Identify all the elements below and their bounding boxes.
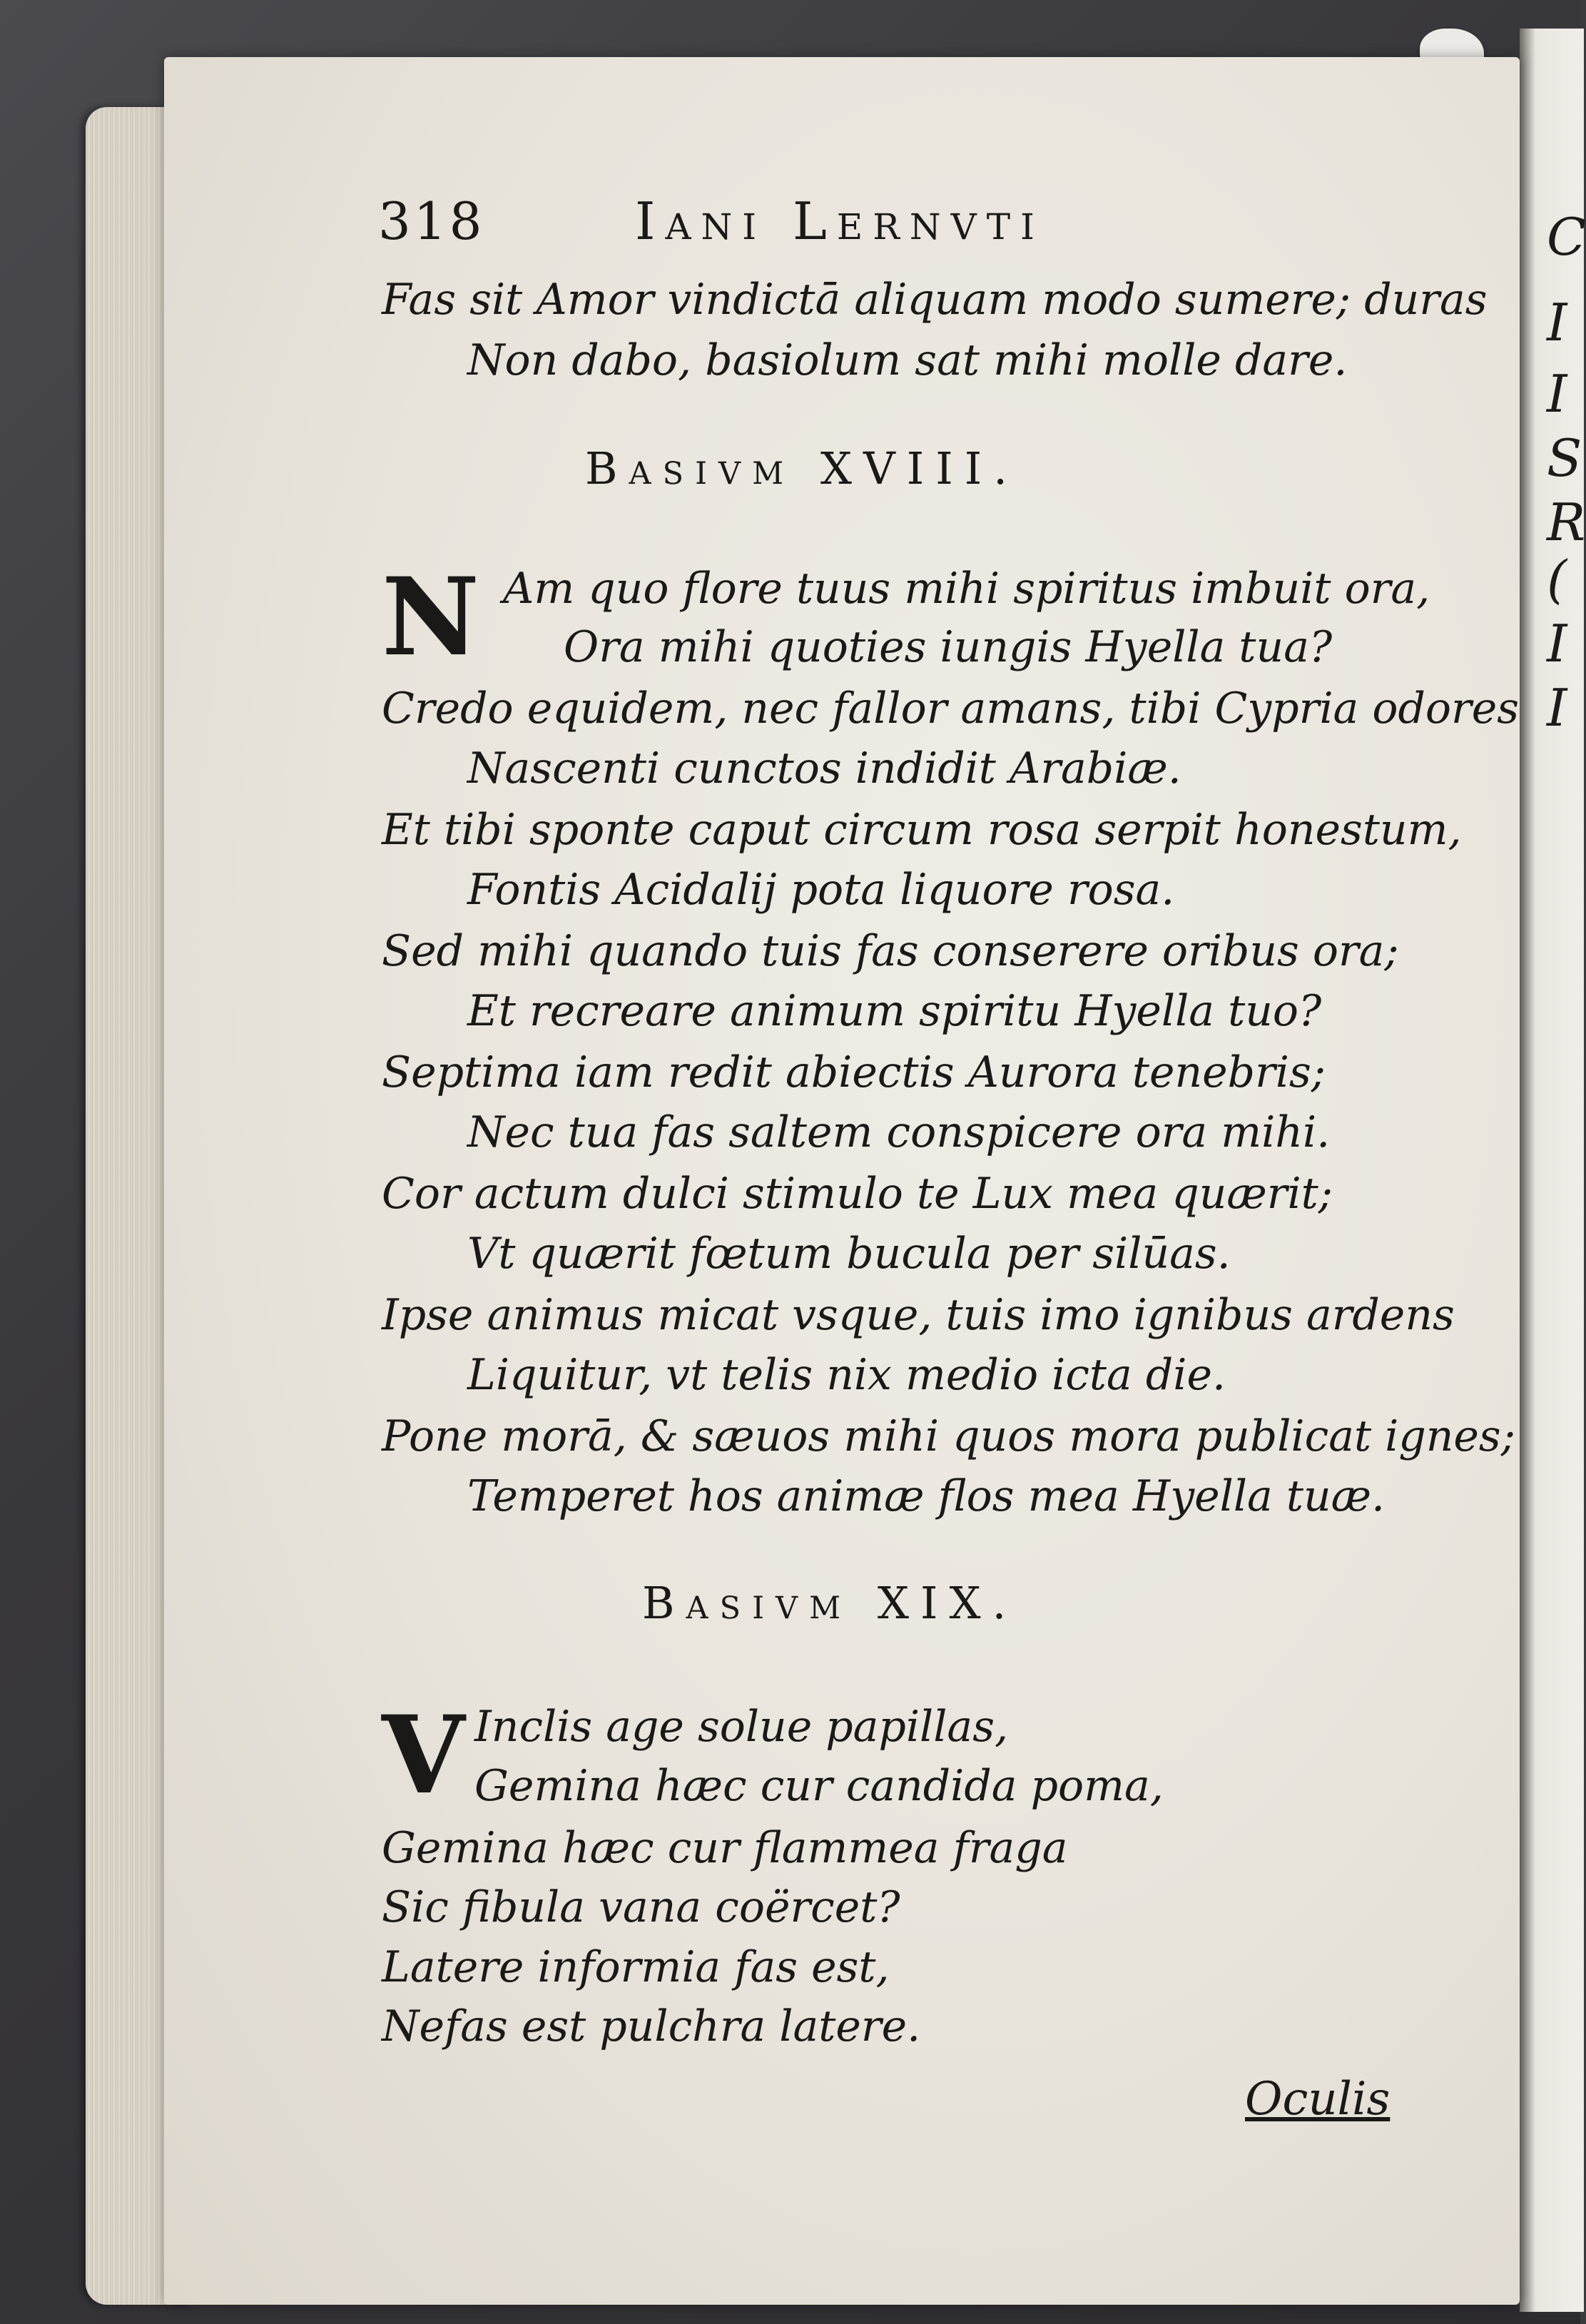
verse-line: Vt quærit fœtum bucula per silūas.: [467, 1229, 1231, 1279]
verse-line: Non dabo, basiolum sat mihi molle dare.: [467, 335, 1348, 385]
page-number: 318: [378, 191, 485, 251]
verse-line: Septima iam redit abiectis Aurora tenebris;: [382, 1047, 1326, 1097]
verse-line: Gemina hæc cur candida poma,: [474, 1761, 1164, 1811]
catchword: Oculis: [1245, 2073, 1391, 2126]
facing-page-letter: I: [1547, 614, 1567, 674]
drop-cap: V: [382, 1693, 465, 1818]
verse-line: Temperet hos animæ flos mea Hyella tuæ.: [467, 1471, 1386, 1521]
facing-page-letter: I: [1547, 364, 1567, 424]
facing-page-letter: C: [1547, 207, 1586, 267]
running-title: Iani Lernvti: [635, 191, 1044, 251]
verse-line: Gemina hæc cur flammea fraga: [382, 1823, 1068, 1873]
verse-line: Et recreare animum spiritu Hyella tuo?: [467, 986, 1322, 1036]
facing-page: [1520, 29, 1584, 2312]
verse-line: Sic fibula vana coërcet?: [382, 1882, 900, 1932]
facing-page-letter: S: [1547, 428, 1582, 488]
verse-line: Liquitur, vt telis nix medio icta die.: [467, 1350, 1226, 1400]
verse-line: Et tibi sponte caput circum rosa serpit honestum,: [382, 805, 1462, 855]
verse-line: Fas sit Amor vindictā aliquam modo sumere; duras: [382, 275, 1488, 325]
verse-line: Cor actum dulci stimulo te Lux mea quærit;: [382, 1169, 1333, 1219]
verse-line: Latere informia fas est,: [382, 1942, 890, 1992]
facing-page-letter: I: [1547, 293, 1567, 352]
verse-line: Credo equidem, nec fallor amans, tibi Cypria odores: [382, 684, 1520, 734]
verse-line: Nefas est pulchra latere.: [382, 2001, 921, 2051]
verse-line: Ipse animus micat vsque, tuis imo ignibus ardens: [382, 1290, 1455, 1340]
verse-line: Inclis age solue papillas,: [474, 1702, 1009, 1752]
verse-line: Am quo flore tuus mihi spiritus imbuit ora,: [503, 564, 1430, 614]
poem-title: Basivm XVIII.: [585, 442, 1019, 494]
facing-page-letter: (: [1547, 549, 1567, 609]
verse-line: Nec tua fas saltem conspicere ora mihi.: [467, 1107, 1331, 1157]
verse-line: Ora mihi quoties iungis Hyella tua?: [564, 622, 1333, 672]
facing-page-letter: R: [1547, 492, 1586, 552]
verse-line: Nascenti cunctos indidit Arabiæ.: [467, 744, 1181, 793]
verse-line: Pone morā, & sæuos mihi quos mora publicat ignes;: [382, 1411, 1515, 1461]
verse-line: Fontis Acidalij pota liquore rosa.: [467, 865, 1175, 915]
drop-cap: N: [382, 554, 480, 680]
page-header: [378, 191, 1306, 263]
verse-line: Sed mihi quando tuis fas conserere oribus ora;: [382, 926, 1399, 976]
facing-page-letter: I: [1547, 678, 1567, 738]
poem-title: Basivm XIX.: [642, 1577, 1018, 1629]
